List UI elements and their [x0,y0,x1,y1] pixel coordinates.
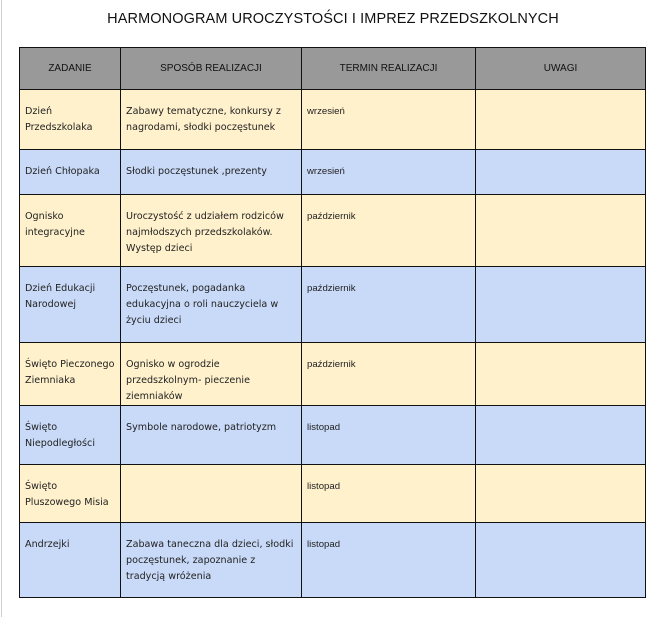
cell-uwagi [476,195,646,267]
table-header-row [20,48,646,90]
table-row [20,523,646,598]
cell-termin: październik [302,267,476,343]
cell-zadanie: Dzień Przedszkolaka [20,90,121,150]
cell-sposob: Symbole narodowe, patriotyzm [121,406,302,465]
cell-uwagi [476,406,646,465]
cell-uwagi [476,343,646,406]
table-row [20,195,646,267]
table-row [20,150,646,195]
cell-zadanie: Święto Niepodległości [20,406,121,465]
cell-sposob [121,465,302,523]
cell-uwagi [476,150,646,195]
cell-uwagi [476,267,646,343]
cell-zadanie: Dzień Chłopaka [20,150,121,195]
cell-zadanie: Święto Pluszowego Misia [20,465,121,523]
header-sposob-realizacji: SPOSÓB REALIZACJI [121,48,302,90]
cell-sposob: Uroczystość z udziałem rodziców najmłodszych przedszkolaków. Występ dzieci [121,195,302,267]
cell-termin: październik [302,343,476,406]
table-row [20,406,646,465]
cell-sposob: Ognisko w ogrodzie przedszkolnym- pieczenie ziemniaków [121,343,302,406]
cell-sposob: Słodki poczęstunek ,prezenty [121,150,302,195]
cell-termin: wrzesień [302,90,476,150]
cell-sposob: Zabawy tematyczne, konkursy z nagrodami, słodki poczęstunek [121,90,302,150]
cell-uwagi [476,90,646,150]
table-row [20,343,646,406]
cell-termin: listopad [302,465,476,523]
cell-termin: październik [302,195,476,267]
cell-uwagi [476,465,646,523]
cell-uwagi [476,523,646,598]
page-title: HARMONOGRAM UROCZYSTOŚCI I IMPREZ PRZEDSZKOLNYCH [107,11,559,27]
table-row [20,267,646,343]
cell-zadanie: Święto Pieczonego Ziemniaka [20,343,121,406]
header-zadanie: ZADANIE [20,48,121,90]
cell-termin: listopad [302,406,476,465]
cell-sposob: Zabawa taneczna dla dzieci, słodki poczęstunek, zapoznanie z tradycją wróżenia [121,523,302,598]
table-row [20,465,646,523]
page-edge-rule [1,0,2,617]
cell-sposob: Poczęstunek, pogadanka edukacyjna o roli nauczyciela w życiu dzieci [121,267,302,343]
header-uwagi: UWAGI [476,48,646,90]
header-termin-realizacji: TERMIN REALIZACJI [302,48,476,90]
cell-zadanie: Andrzejki [20,523,121,598]
cell-zadanie: Dzień Edukacji Narodowej [20,267,121,343]
cell-zadanie: Ognisko integracyjne [20,195,121,267]
schedule-table [19,47,646,598]
table-row [20,90,646,150]
cell-termin: listopad [302,523,476,598]
cell-termin: wrzesień [302,150,476,195]
